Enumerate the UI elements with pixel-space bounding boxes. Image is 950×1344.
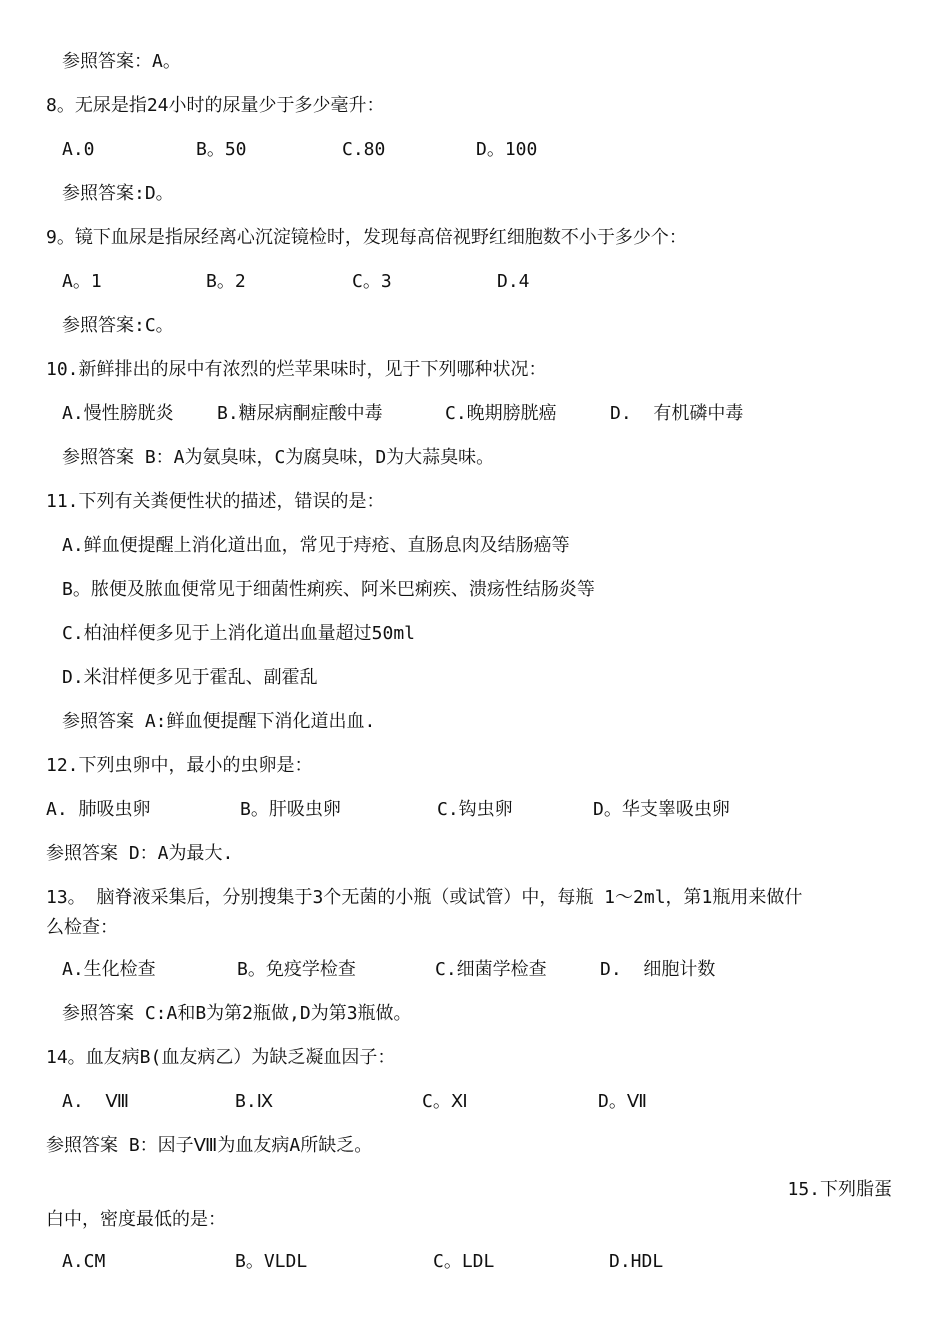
question-12: 12.下列虫卵中，最小的虫卵是： [46, 755, 313, 776]
q11-option-b: B。脓便及脓血便常见于细菌性痢疾、阿米巴痢疾、溃疡性结肠炎等 [62, 579, 595, 600]
q15-option-a: A.CM [62, 1251, 106, 1272]
question-10: 10.新鲜排出的尿中有浓烈的烂苹果味时，见于下列哪种状况： [46, 359, 547, 380]
q11-option-c: C.柏油样便多见于上消化道出血量超过50ml [62, 623, 416, 644]
q13-option-a: A.生化检查 [62, 959, 156, 980]
q9-option-b: B。2 [206, 271, 246, 292]
q14-option-d: D。Ⅶ [598, 1091, 647, 1112]
answer-14: 参照答案 B：因子Ⅷ为血友病A所缺乏。 [46, 1135, 373, 1156]
q11-option-a: A.鲜血便提醒上消化道出血，常见于痔疮、直肠息肉及结肠癌等 [62, 535, 570, 556]
q12-option-a: A. 肺吸虫卵 [46, 799, 151, 820]
q11-option-d: D.米泔样便多见于霍乱、副霍乱 [62, 667, 318, 688]
question-13-line-2: 么检查： [46, 917, 118, 938]
q10-option-c: C.晚期膀胱癌 [445, 403, 557, 424]
q9-option-a: A。1 [62, 271, 102, 292]
answer-11: 参照答案 A:鲜血便提醒下消化道出血. [62, 711, 376, 732]
q8-option-c: C.80 [342, 139, 386, 160]
q8-option-b: B。50 [196, 139, 247, 160]
q15-option-b: B。VLDL [235, 1251, 308, 1272]
answer-10: 参照答案 B：A为氨臭味，C为腐臭味，D为大蒜臭味。 [62, 447, 495, 468]
q12-option-c: C.钩虫卵 [437, 799, 513, 820]
question-9: 9。镜下血尿是指尿经离心沉淀镜检时，发现每高倍视野红细胞数不小于多少个： [46, 227, 687, 248]
answer-7: 参照答案：A。 [62, 51, 181, 72]
answer-13: 参照答案 C:A和B为第2瓶做,D为第3瓶做。 [62, 1003, 412, 1024]
answer-12: 参照答案 D：A为最大. [46, 843, 234, 864]
q13-option-c: C.细菌学检查 [435, 959, 547, 980]
q13-option-b: B。免疫学检查 [237, 959, 356, 980]
question-15-line-1: 15.下列脂蛋 [787, 1179, 892, 1200]
q10-option-b: B.糖尿病酮症酸中毒 [217, 403, 383, 424]
question-11: 11.下列有关粪便性状的描述，错误的是： [46, 491, 385, 512]
q12-option-d: D。华支睾吸虫卵 [593, 799, 730, 820]
q10-option-a: A.慢性膀胱炎 [62, 403, 174, 424]
answer-9: 参照答案:C。 [62, 315, 174, 336]
q10-option-d: D. 有机磷中毒 [610, 403, 744, 424]
q14-option-b: B.Ⅸ [235, 1091, 274, 1112]
q15-option-c: C。LDL [433, 1251, 495, 1272]
q9-option-d: D.4 [497, 271, 530, 292]
q13-option-d: D. 细胞计数 [600, 959, 716, 980]
q9-option-c: C。3 [352, 271, 392, 292]
question-13-line-1: 13。 脑脊液采集后，分别搜集于3个无菌的小瓶（或试管）中，每瓶 1～2ml，第1瓶用来做什 [46, 887, 803, 908]
q8-option-a: A.0 [62, 139, 95, 160]
answer-8: 参照答案:D。 [62, 183, 174, 204]
question-15-line-2: 白中，密度最低的是： [46, 1209, 226, 1230]
q8-option-d: D。100 [476, 139, 538, 160]
q15-option-d: D.HDL [609, 1251, 664, 1272]
question-8: 8。无尿是指24小时的尿量少于多少毫升： [46, 95, 385, 116]
q12-option-b: B。肝吸虫卵 [240, 799, 341, 820]
q14-option-a: A. Ⅷ [62, 1091, 130, 1112]
q14-option-c: C。Ⅺ [422, 1091, 468, 1112]
question-14: 14。血友病B(血友病乙）为缺乏凝血因子： [46, 1047, 396, 1068]
